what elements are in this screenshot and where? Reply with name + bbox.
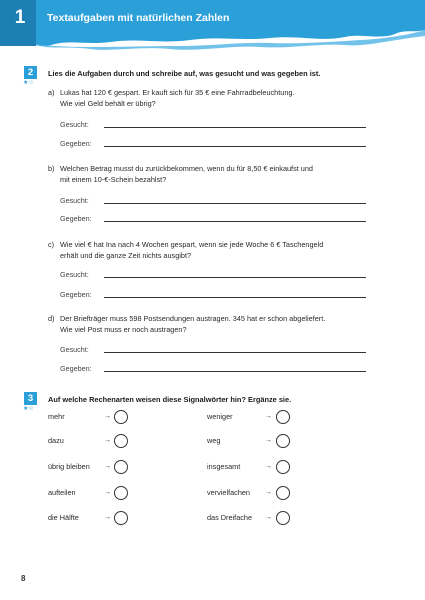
question-a — [48, 87, 294, 109]
signal-word: weg — [207, 436, 221, 445]
page-number: 8 — [21, 574, 26, 583]
signal-word: aufteilen — [48, 488, 76, 497]
signal-word: die Hälfte — [48, 513, 79, 522]
arrow-icon: → — [265, 437, 272, 444]
answer-circle[interactable] — [276, 434, 290, 448]
task-instruction: Auf welche Rechenarten weisen diese Signalwörter hin? Ergänze sie. — [48, 395, 292, 404]
task-instruction: Lies die Aufgaben durch und schreibe auf, was gesucht und was gegeben ist. — [48, 69, 321, 78]
answer-line-gesucht-d[interactable] — [104, 352, 366, 353]
chapter-title: Textaufgaben mit natürlichen Zahlen — [47, 12, 230, 24]
chapter-number: 1 — [14, 7, 26, 28]
question-d — [48, 313, 325, 335]
gegeben-label: Gegeben: — [60, 139, 92, 148]
answer-circle[interactable] — [276, 486, 290, 500]
question-label: d) — [48, 314, 55, 323]
signal-word: das Dreifache — [207, 513, 253, 522]
gesucht-label: Gesucht: — [60, 196, 89, 205]
question-line: Wie viel Geld behält er übrig? — [60, 99, 156, 108]
question-line: Der Briefträger muss 598 Postsendungen austragen. 345 hat er schon abgeliefert. — [60, 314, 326, 323]
chapter-banner — [0, 0, 425, 60]
question-line: erhält und die ganze Zeit nichts ausgibt? — [60, 251, 192, 260]
question-b — [48, 163, 313, 185]
difficulty-stars: ★☆ — [23, 80, 34, 86]
answer-circle[interactable] — [114, 460, 128, 474]
answer-line-gegeben-c[interactable] — [104, 297, 366, 298]
task-number-badge: 2 — [24, 66, 37, 79]
question-label: b) — [48, 164, 55, 173]
question-line: Wie viel Post muss er noch austragen? — [60, 325, 187, 334]
answer-line-gegeben-d[interactable] — [104, 371, 366, 372]
arrow-icon: → — [104, 413, 111, 420]
arrow-icon: → — [265, 413, 272, 420]
question-line: Welchen Betrag musst du zurückbekommen, wenn du für 8,50 € einkaufst und — [60, 164, 313, 173]
arrow-icon: → — [104, 463, 111, 470]
answer-line-gesucht-c[interactable] — [104, 277, 366, 278]
arrow-icon: → — [104, 437, 111, 444]
gesucht-label: Gesucht: — [60, 345, 89, 354]
answer-line-gesucht-b[interactable] — [104, 203, 366, 204]
signal-word: vervielfachen — [207, 488, 250, 497]
signal-word: dazu — [48, 436, 64, 445]
gegeben-label: Gegeben: — [60, 364, 92, 373]
answer-circle[interactable] — [114, 434, 128, 448]
question-line: Lukas hat 120 € gespart. Er kauft sich für 35 € eine Fahrradbeleuchtung. — [60, 88, 295, 97]
question-line: mit einem 10-€-Schein bezahlst? — [60, 175, 167, 184]
answer-circle[interactable] — [276, 460, 290, 474]
answer-line-gegeben-b[interactable] — [104, 221, 366, 222]
answer-line-gesucht-a[interactable] — [104, 127, 366, 128]
answer-line-gegeben-a[interactable] — [104, 146, 366, 147]
signal-word: insgesamt — [207, 462, 241, 471]
gegeben-label: Gegeben: — [60, 290, 92, 299]
answer-circle[interactable] — [114, 511, 128, 525]
question-label: c) — [48, 240, 55, 249]
difficulty-stars: ★☆ — [23, 406, 34, 412]
answer-circle[interactable] — [114, 486, 128, 500]
brush-stroke-banner — [0, 0, 425, 60]
arrow-icon: → — [265, 514, 272, 521]
signal-word: weniger — [207, 412, 233, 421]
gegeben-label: Gegeben: — [60, 214, 92, 223]
question-label: a) — [48, 88, 55, 97]
question-line: Wie viel € hat Ina nach 4 Wochen gespart, wenn sie jede Woche 6 € Taschengeld — [60, 240, 324, 249]
arrow-icon: → — [265, 463, 272, 470]
answer-circle[interactable] — [276, 511, 290, 525]
arrow-icon: → — [265, 489, 272, 496]
arrow-icon: → — [104, 514, 111, 521]
signal-word: mehr — [48, 412, 65, 421]
question-c — [48, 239, 323, 261]
answer-circle[interactable] — [114, 410, 128, 424]
task-number-badge: 3 — [24, 392, 37, 405]
arrow-icon: → — [104, 489, 111, 496]
gesucht-label: Gesucht: — [60, 120, 89, 129]
signal-word: übrig bleiben — [48, 462, 90, 471]
gesucht-label: Gesucht: — [60, 270, 89, 279]
answer-circle[interactable] — [276, 410, 290, 424]
